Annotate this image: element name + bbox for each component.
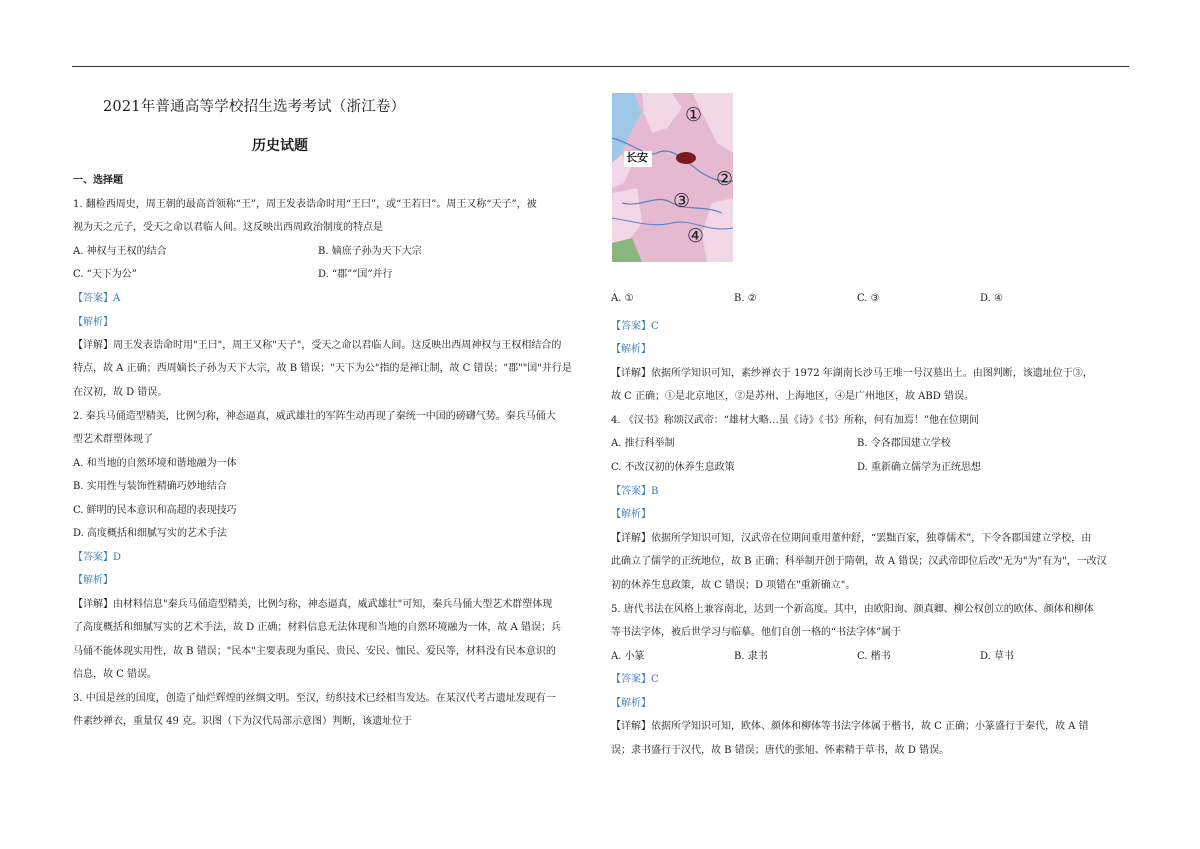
- map-marker-2: ②: [716, 168, 733, 190]
- q3-option-c: C. ③: [857, 293, 880, 304]
- q5-option-a: A. 小篆: [611, 651, 645, 662]
- q5-stem-line1: 5. 唐代书法在风格上兼容南北，达到一个新高度。其中，由欧阳询、颜真卿、柳公权创立的欧体、颜体和柳体: [611, 604, 1094, 615]
- q2-detail-line1: 【详解】由材料信息"秦兵马俑造型精美，比例匀称，神态逼真，威武雄壮"可知，秦兵马俑大型艺术群塑体现: [73, 599, 553, 610]
- q2-analysis: 【解析】: [73, 575, 113, 586]
- q2-stem-line1: 2. 秦兵马俑造型精美，比例匀称，神态逼真，威武雄壮的军阵生动再现了秦统一中国的磅礴气势。秦兵马俑大: [73, 411, 556, 422]
- q1-option-b: B. 嫡庶子孙为天下大宗: [318, 246, 422, 257]
- page-title: 2021年普通高等学校招生选考考试（浙江卷）: [103, 99, 406, 115]
- map-marker-1: ①: [685, 104, 703, 126]
- q4-analysis: 【解析】: [611, 509, 651, 520]
- q2-option-a: A. 和当地的自然环境和谐地融为一体: [73, 458, 237, 469]
- q2-detail-line2: 了高度概括和细腻写实的艺术手法，故 D 正确；材料信息无法体现和当地的自然环境融为一体，故 A 错误；兵: [73, 622, 561, 633]
- q1-detail-line1: 【详解】周王发表诰命时用"王曰"，周王又称"天子"，受天之命以君临人间。这反映出西周神权与王权相结合的: [73, 340, 562, 351]
- q5-option-b: B. 隶书: [734, 651, 768, 662]
- q3-stem-line2: 件素纱禅衣，重量仅 49 克。识图（下为汉代局部示意图）判断，该遗址位于: [73, 716, 413, 727]
- q2-stem-line2: 型艺术群塑体现了: [73, 434, 153, 445]
- q2-option-b: B. 实用性与装饰性精确巧妙地结合: [73, 481, 227, 492]
- map-label-changan: 长安: [626, 151, 648, 164]
- q3-analysis: 【解析】: [611, 344, 651, 355]
- han-dynasty-map: [612, 93, 733, 262]
- q5-stem-line2: 等书法字体，被后世学习与临摹。他们自创一格的“书法字体”属于: [611, 627, 902, 638]
- q4-detail-line3: 初的休养生息政策，故 C 错误；D 项错在"重新确立"。: [611, 580, 856, 591]
- map-marker-3: ③: [673, 190, 691, 212]
- q4-stem: 4. 《汉书》称颂汉武帝：“雄材大略…虽《诗》《书》所称，何有加焉！”他在位期间: [611, 415, 979, 426]
- q3-option-d: D. ④: [980, 293, 1003, 304]
- q1-detail-line2: 特点，故 A 正确；西周嫡长子孙为天下大宗，故 B 错误；"天下为公"指的是禅让制，故 C 错误；"郡""国"并行是: [73, 363, 572, 374]
- q1-option-d: D. “郡”“国”并行: [318, 269, 393, 280]
- q1-stem-line1: 1. 翻检西周史，周王朝的最高首领称“王”，周王发表诰命时用“王曰”，或“王若曰”。周王又称“天子”，被: [73, 199, 537, 210]
- q1-analysis: 【解析】: [73, 317, 113, 328]
- q4-option-c: C. 不改汉初的休养生息政策: [611, 462, 735, 473]
- q2-option-c: C. 鲜明的民本意识和高超的表现技巧: [73, 505, 237, 516]
- q1-answer: 【答案】A: [73, 293, 121, 304]
- q3-stem-line1: 3. 中国是丝的国度，创造了灿烂辉煌的丝绸文明。至汉，纺织技术已经相当发达。在某汉代考古遗址发现有一: [73, 693, 556, 704]
- q5-option-d: D. 草书: [980, 651, 1015, 662]
- q5-analysis: 【解析】: [611, 698, 651, 709]
- q4-detail-line1: 【详解】依据所学知识可知，汉武帝在位期间重用董仲舒，“罢黜百家，独尊儒术”，下令各郡国建立学校，由: [611, 533, 1092, 544]
- q3-detail-line1: 【详解】依据所学知识可知，素纱禅衣于 1972 年湖南长沙马王堆一号汉墓出土。由图判断，该遗址位于③，: [611, 368, 1093, 379]
- q2-option-d: D. 高度概括和细腻写实的艺术手法: [73, 528, 228, 539]
- q2-detail-line3: 马俑不能体现实用性，故 B 错误；"民本"主要表现为重民、贵民、安民、恤民、爱民等，材料没有民本意识的: [73, 646, 556, 657]
- q5-option-c: C. 楷书: [857, 651, 891, 662]
- q2-answer: 【答案】D: [73, 552, 122, 563]
- q3-option-a: A. ①: [611, 293, 634, 304]
- q3-detail-line2: 故 C 正确；①是北京地区，②是苏州、上海地区，④是广州地区，故 ABD 错误。: [611, 391, 974, 402]
- page-subtitle: 历史试题: [252, 138, 308, 154]
- q5-detail-line1: 【详解】依据所学知识可知，欧体、颜体和柳体等书法字体属于楷书，故 C 正确；小篆盛行于秦代，故 A 错: [611, 721, 1089, 732]
- q4-answer: 【答案】B: [611, 486, 659, 497]
- q1-option-a: A. 神权与王权的结合: [73, 246, 167, 257]
- q4-detail-line2: 此确立了儒学的正统地位，故 B 正确；科举制开创于隋朝，故 A 错误；汉武帝即位后改"无为"为"有为"，一改汉: [611, 556, 1107, 567]
- section-heading: 一、选择题: [73, 175, 123, 186]
- q1-stem-line2: 视为天之元子，受天之命以君临人间。这反映出西周政治制度的特点是: [73, 222, 383, 233]
- map-marker-4: ④: [687, 225, 705, 247]
- q3-answer: 【答案】C: [611, 321, 659, 332]
- q4-option-b: B. 令各郡国建立学校: [857, 438, 951, 449]
- q1-option-c: C. “天下为公”: [73, 269, 137, 280]
- q1-detail-line3: 在汉初，故 D 错误。: [73, 387, 168, 398]
- q5-detail-line2: 误；隶书盛行于汉代，故 B 错误；唐代的张旭、怀素精于草书，故 D 错误。: [611, 745, 950, 756]
- q4-option-a: A. 推行科举制: [611, 438, 675, 449]
- q2-detail-line4: 信息，故 C 错误。: [73, 669, 158, 680]
- q4-option-d: D. 重新确立儒学为正统思想: [857, 462, 982, 473]
- header-rule: [72, 66, 1129, 67]
- q3-option-b: B. ②: [734, 293, 757, 304]
- q5-answer: 【答案】C: [611, 674, 659, 685]
